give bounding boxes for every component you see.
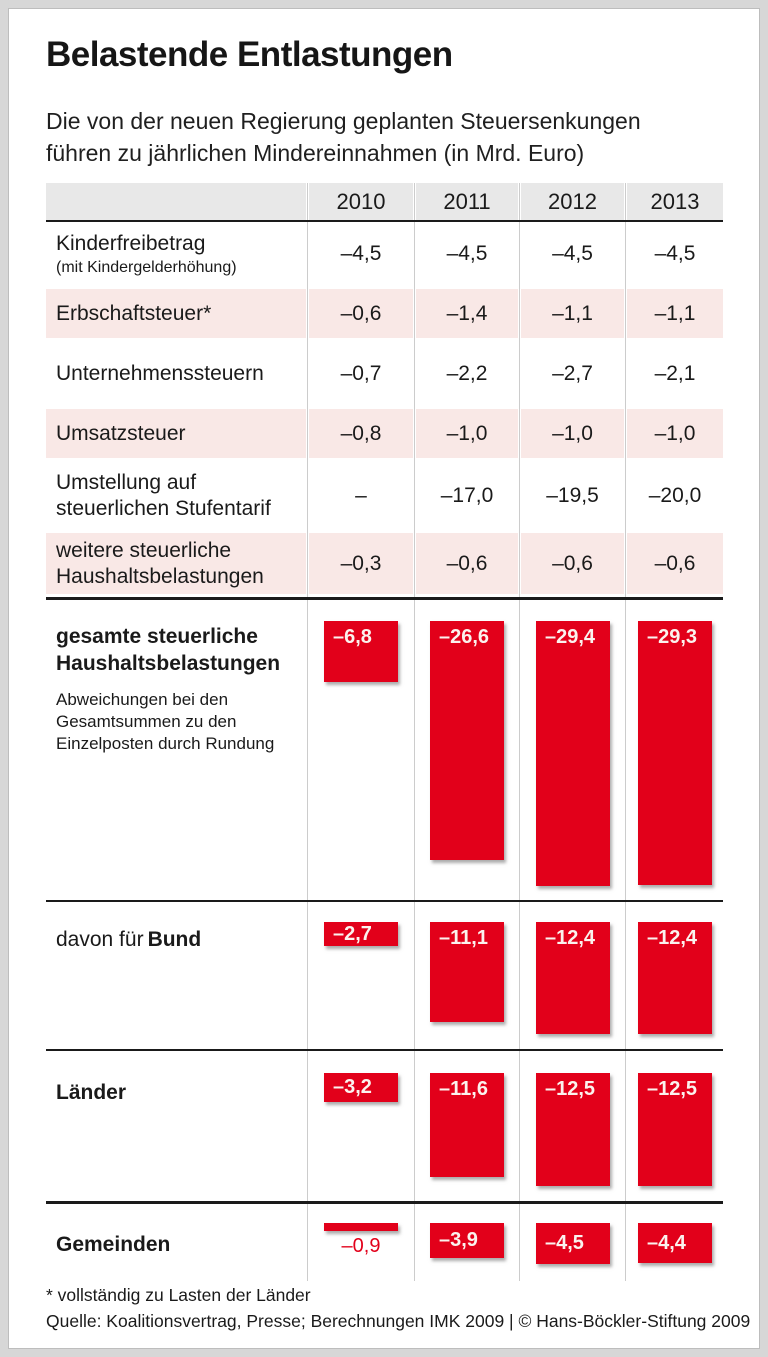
- section-label-total-text: gesamte steuerliche Haushaltsbelastungen: [56, 625, 281, 675]
- value-cell: –2,2: [446, 361, 488, 385]
- value-cell: –0,7: [340, 361, 382, 385]
- bar: –12,5: [536, 1073, 610, 1186]
- row-label: Erbschaftsteuer*: [46, 289, 306, 338]
- section-separator-line: [46, 597, 723, 600]
- section-label-laender: Länder: [56, 1081, 127, 1104]
- year-header: 2010: [309, 183, 413, 220]
- table-row: [46, 223, 723, 285]
- value-cell: –20,0: [648, 483, 702, 507]
- value-cell: –4,5: [340, 242, 382, 265]
- row-label: Umsatzsteuer: [46, 409, 306, 458]
- section-separator-line: [46, 1049, 723, 1051]
- bar: –29,4: [536, 621, 610, 886]
- value-cell: –17,0: [440, 483, 494, 507]
- value-cell: –0,3: [309, 533, 413, 594]
- value-cell: –4,5: [446, 242, 488, 265]
- page-title: Belastende Entlastungen: [46, 35, 453, 74]
- bar: –12,4: [638, 922, 712, 1034]
- asterisk-footnote: * vollständig zu Lasten der Länder: [46, 1285, 311, 1305]
- section-label-gemeinden: Gemeinden: [56, 1233, 171, 1256]
- bar: –4,4: [638, 1223, 712, 1263]
- table-row: [46, 409, 723, 458]
- value-cell: –0,8: [309, 409, 413, 458]
- value-cell: –0,6: [627, 533, 723, 594]
- bar: –12,5: [638, 1073, 712, 1186]
- value-cell: –1,1: [521, 289, 624, 338]
- value-cell: –2,1: [654, 361, 696, 385]
- bar: –29,3: [638, 621, 712, 885]
- bar: –11,6: [430, 1073, 504, 1177]
- section-label-bund: [56, 926, 201, 953]
- value-cell: –1,1: [627, 289, 723, 338]
- subtitle-line-1: Die von der neuen Regierung geplanten Steuersenkungen: [46, 108, 641, 134]
- year-header: 2011: [416, 183, 518, 220]
- value-cell: –0,6: [521, 533, 624, 594]
- value-cell: –2,7: [552, 361, 593, 385]
- year-header: 2012: [521, 183, 624, 220]
- header-empty-cell: [46, 183, 306, 220]
- header-separator-line: [46, 220, 723, 222]
- year-header: 2013: [627, 183, 723, 220]
- table-header-row: [46, 183, 723, 220]
- bar: [324, 1223, 398, 1231]
- table-row: [46, 462, 723, 529]
- bar: –12,4: [536, 922, 610, 1034]
- row-label: Umstellung auf steuerlichen Stufentarif: [56, 470, 271, 520]
- bar: –3,9: [430, 1223, 504, 1258]
- value-cell: –0,6: [416, 533, 518, 594]
- value-cell: –1,0: [521, 409, 624, 458]
- table-row: [46, 289, 723, 338]
- bar-value-label: –0,9: [341, 1235, 381, 1257]
- section-label-bund-bold: Bund: [147, 928, 202, 951]
- section-label-total: [56, 623, 301, 755]
- table-row: [46, 533, 723, 594]
- value-cell: –4,5: [654, 242, 696, 265]
- value-cell: –: [355, 483, 367, 507]
- section-separator-line: [46, 1201, 723, 1204]
- value-cell: –19,5: [546, 483, 599, 507]
- source-line: Quelle: Koalitionsvertrag, Presse; Berechnungen IMK 2009 | © Hans-Böckler-Stiftung 2009: [46, 1311, 751, 1331]
- bar: –2,7: [324, 922, 398, 946]
- bar: –6,8: [324, 621, 398, 682]
- value-cell: –1,0: [627, 409, 723, 458]
- bar: –11,1: [430, 922, 504, 1022]
- value-cell: –1,4: [416, 289, 518, 338]
- row-label: Unternehmenssteuern: [56, 361, 264, 385]
- bar: –26,6: [430, 621, 504, 860]
- value-cell: –1,0: [416, 409, 518, 458]
- value-cell: –4,5: [552, 242, 593, 265]
- infographic-card: [8, 8, 760, 1349]
- section-separator-line: [46, 900, 723, 902]
- rounding-note: Abweichungen bei den Gesamtsummen zu den Einzelposten durch Rundung: [56, 690, 275, 753]
- table-row: [46, 342, 723, 405]
- section-label-bund-prefix: davon für: [56, 928, 144, 951]
- row-label: weitere steuerliche Haushaltsbelastungen: [46, 533, 306, 594]
- row-label: Kinderfreibetrag (mit Kindergelderhöhung): [56, 231, 237, 276]
- subtitle-line-2: führen zu jährlichen Mindereinnahmen (in Mrd. Euro): [46, 140, 585, 166]
- bar: –4,5: [536, 1223, 610, 1264]
- value-cell: –0,6: [309, 289, 413, 338]
- bar: –3,2: [324, 1073, 398, 1102]
